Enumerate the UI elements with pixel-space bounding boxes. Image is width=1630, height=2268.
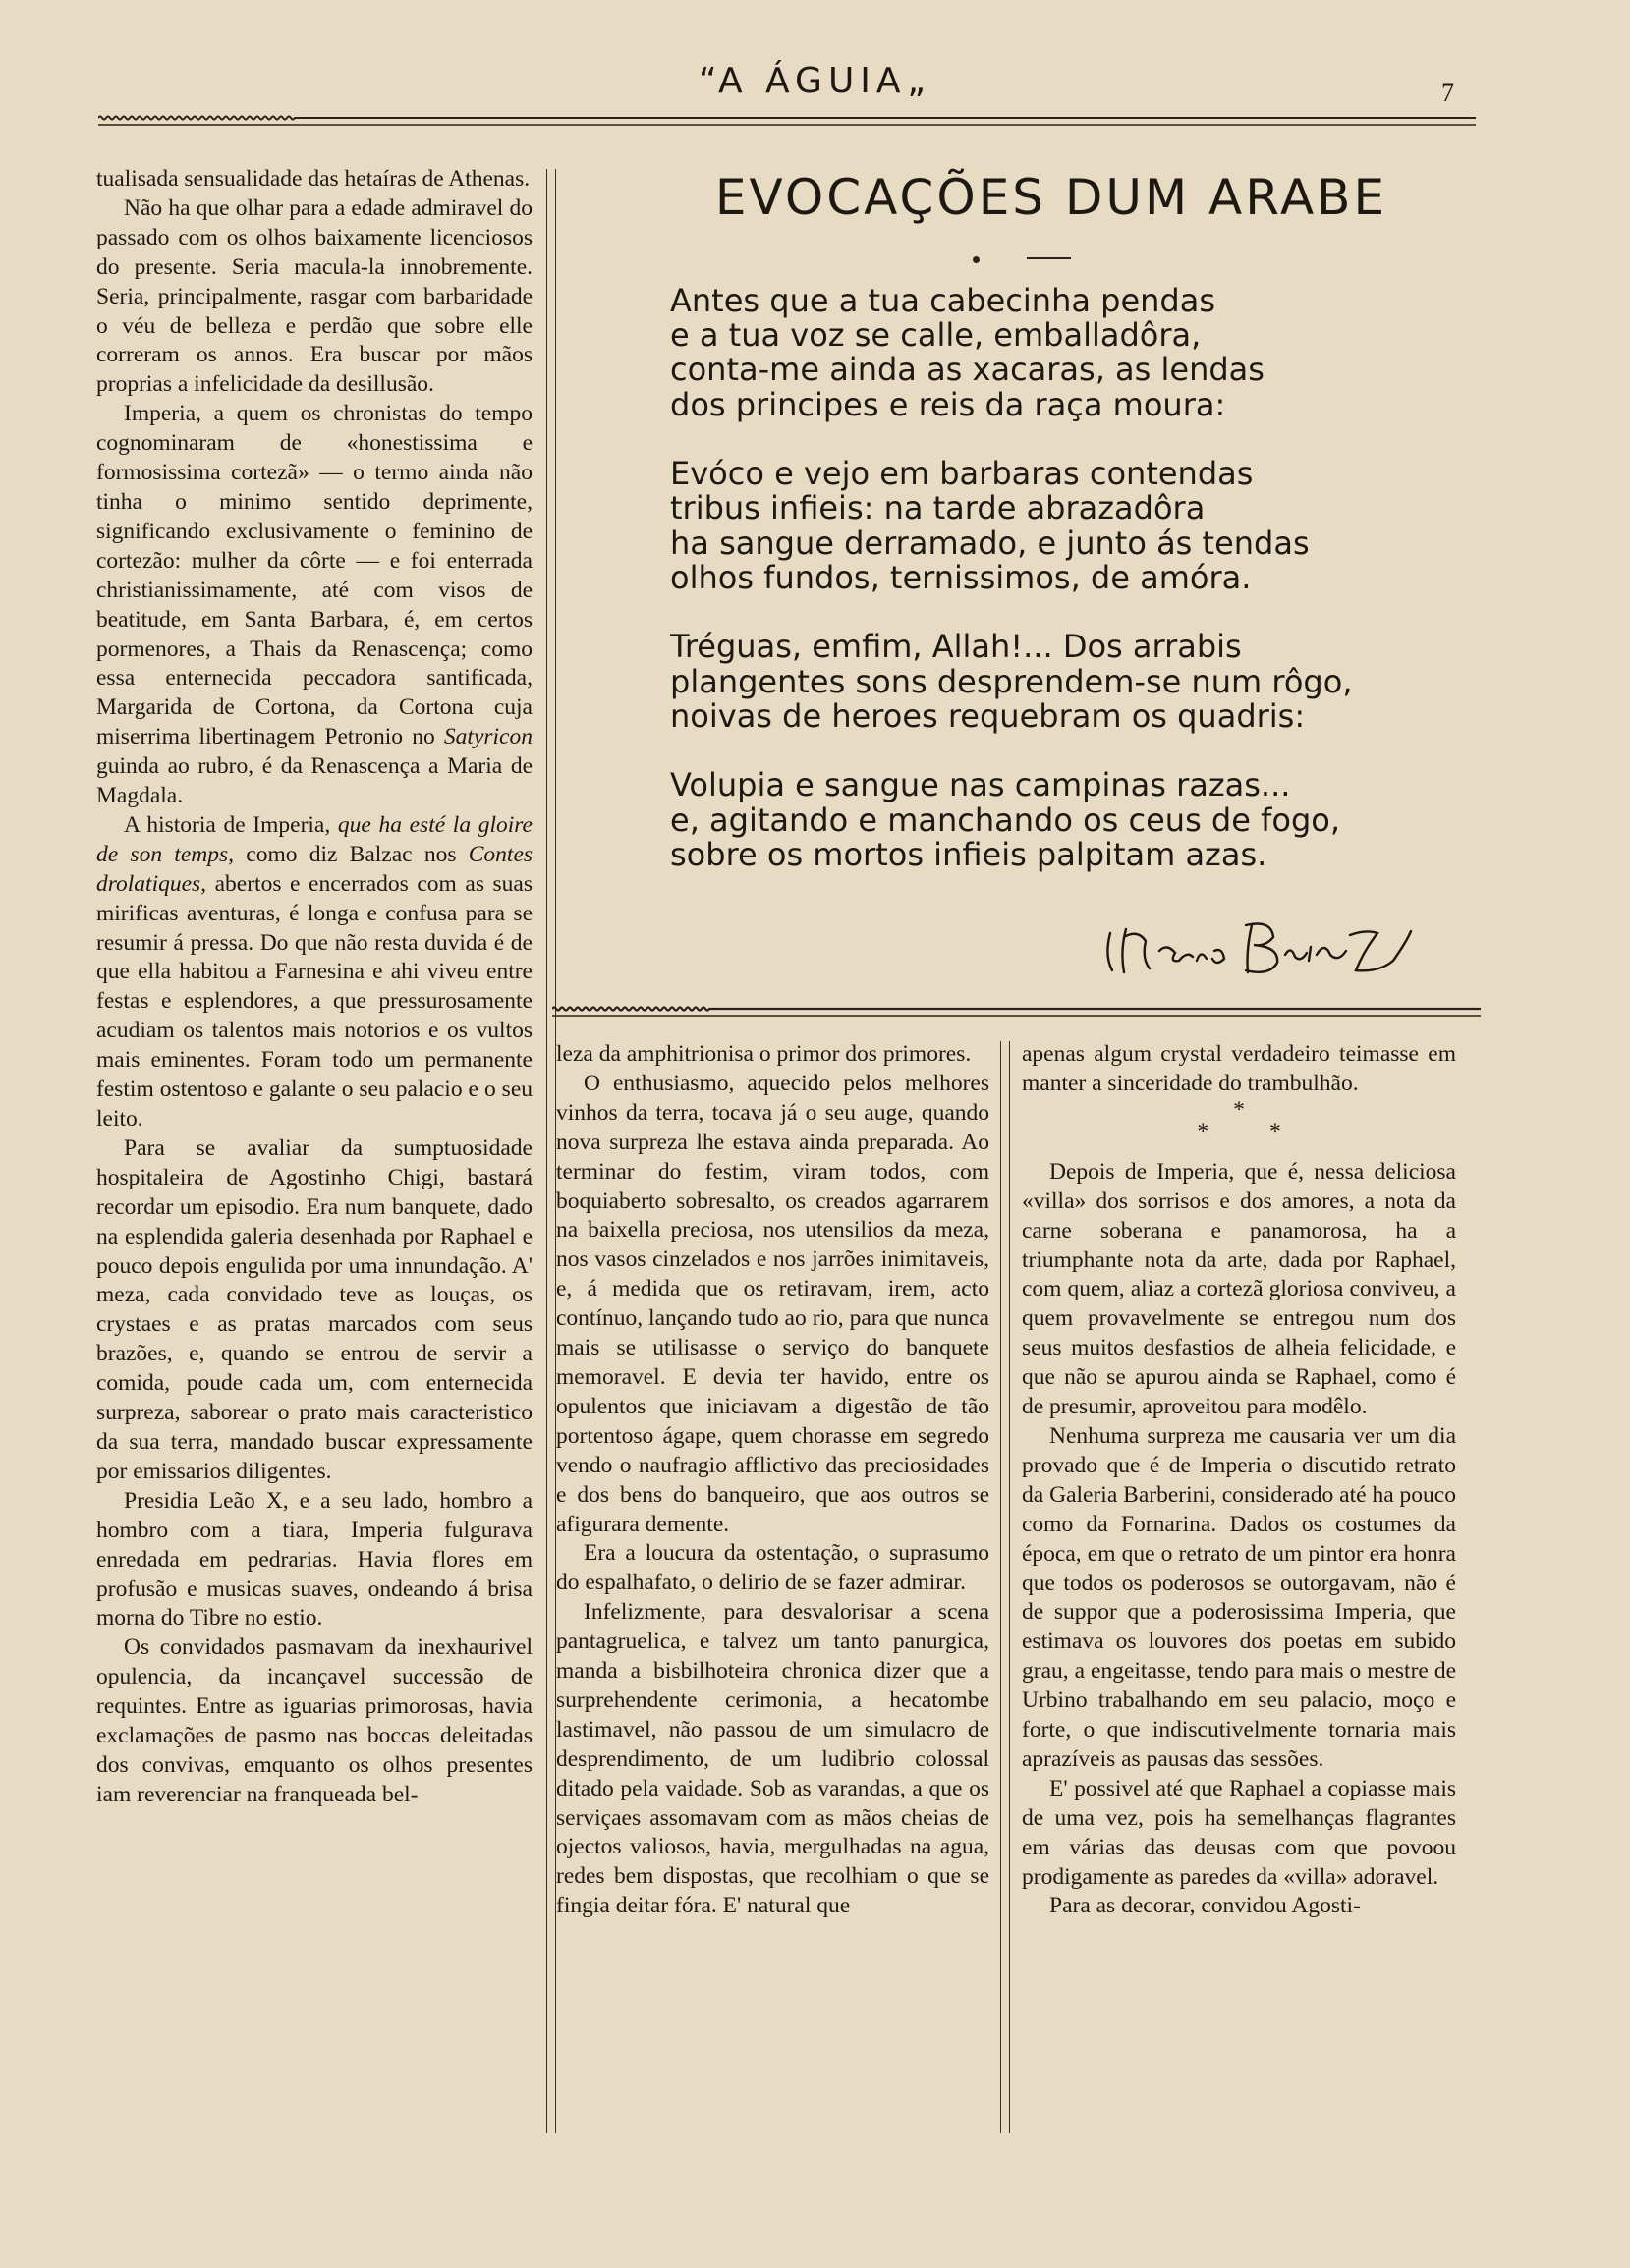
title-ornament-dot [973,256,980,263]
paragraph: leza da amphitrionisa o primor dos primores. [556,1041,972,1067]
poem-line: e, agitando e manchando os ceus de fogo, [670,801,1340,839]
poem-line: ha sangue derramado, e junto ás tendas [670,524,1310,562]
column-3 [1022,1040,1456,1921]
column-1 [96,165,533,1810]
handwritten-signature [1098,912,1423,980]
poem-line: e a tua voz se calle, emballadôra, [670,316,1202,355]
poem-line: Tréguas, emfim, Allah!... Dos arrabis [670,628,1242,666]
quotation: que ha esté la gloire de son temps, [96,811,533,867]
paragraph: Para se avaliar da sumptuosidade hospitaleira de Agostinho Chigi, bastará recordar um episodio. Era num banquete, dado na esplendida galeria desenhada por Raphael e pouco depois engulida por uma innundação. A' meza, cada convidado teve as louças, os crystaes e as pratas marcados com seus brazões, e, quando se entrou de servir a comida, poude cada um, com enternecida surpreza, saborear o prato mais caracteristico da sua terra, mandado buscar expressamente por emissarios diligentes. [96,1134,533,1484]
paragraph: A historia de Imperia, que ha esté la gloire de son temps, como diz Balzac nos Contes drolatiques, abertos e encerrados com as suas mirificas aventuras, é longa e confusa para se resumir á pressa. Do que não resta duvida é de que ella habitou a Farnesina e ahi viveu entre festas e esplendores, a que pressurosamente acudiam os talentos mais notorios e os vultos mais eminentes. Foram todo um permanente festim ostentoso e galante o seu palacio e o seu leito. [96,811,534,1132]
stanza [670,284,1377,422]
paragraph: Imperia, a quem os chronistas do tempo cognominaram de «honestissima e formosissima cortezã» — o termo ainda não tinha o minimo sentido deprimente, significando exclusivamente o feminino de cortezão: mulher da côrte — e foi enterrada christianissimamente, até com visos de beatitude, em Santa Barbara, é, em certos pormenores, a Thais da Renascença; como essa enternecida peccadora santificada, Margarida de Cortona, da Cortona cuja miserrima libertinagem Petronio no Satyricon guinda ao rubro, é da Renascença a Maria de Magdala. [96,401,533,809]
paragraph: apenas algum crystal verdadeiro teimasse em manter a sinceridade do trambulhão. [1022,1041,1456,1096]
magazine-title: “A ÁGUIA„ [698,61,932,101]
column-rule-left [546,169,556,2133]
stanza [670,457,1377,595]
paragraph: Infelizmente, para desvalorisar a scena pantagruelica, e talvez um tanto panurgica, manda a bisbilhoteira chronica dizer que a surprehendente cerimonia, a hecatombe lastimavel, não passou de um simulacro de desprendimento, de um ludibrio colossal ditado pela vaidade. Sob as varandas, a que os serviçaes assomavam com as mãos cheias de ojectos valiosos, havia, mergulhadas na agua, redes bem dispostas, que recolhiam o que se fingia deitar fóra. E' natural que [556,1599,989,1919]
paragraph: Era a loucura da ostentação, o suprasumo do espalhafato, o delirio de se fazer admirar. [556,1540,989,1596]
paragraph: Presidia Leão X, e a seu lado, hombro a hombro com a tiara, Imperia fulgurava enredada em pedrarias. Havia flores em profusão e musicas suaves, ondeando á brisa morna do Tibre no estio. [96,1487,533,1632]
poem-line: olhos fundos, ternissimos, de amóra. [670,558,1252,596]
paragraph: tualisada sensualidade das hetaíras de Athenas. [96,166,531,192]
paragraph: Depois de Imperia, que é, nessa deliciosa «villa» dos sorrisos e dos amores, a nota da carne soberana e panamorosa, ha a triumphante nota da arte, dada por Raphael, com quem, aliaz a cortezã gloriosa conviveu, a quem provavelmente se entregou num dos seus muitos desfastios de alheia felicidade, e que não se apurou ainda se Raphael, como é de presumir, aproveitou para modêlo. [1022,1158,1456,1420]
book-title: Contes drolatiques, [96,841,534,897]
poem-line: Antes que a tua cabecinha pendas [670,282,1215,319]
paragraph: Não ha que olhar para a edade admiravel do passado com os olhos baixamente licenciosos do presente. Seria macula-la innobremente. Seria, principalmente, rasgar com barbaridade o véu de belleza e perdão que sobre elle correram os annos. Era buscar por mãos proprias a infelicidade da desillusão. [96,194,533,398]
paragraph: E' possivel até que Raphael a copiasse mais de uma vez, pois ha semelhanças flagrantes em várias das deusas com que povoou prodigamente as paredes da «villa» adoravel. [1022,1775,1456,1890]
book-title: Satyricon [443,724,533,750]
section-wavy-rule [552,997,1481,1036]
paragraph: Nenhuma surpreza me causaria ver um dia provado que é de Imperia o discutido retrato da Galeria Barberini, considerado até ha pouco como da Fornarina. Dados os costumes da época, em que o retrato de um pintor era honra que todos os poderosos se outorgavam, não é de suppor que a poderosissima Imperia, que estimava os louvores dos poetas em subido grau, a engeitasse, tendo para mais o mestre de Urbino trabalhando em seu palacio, moço e forte, o que indiscutivelmente tornaria mais aprazíveis as pausas das sessões. [1022,1422,1456,1772]
paragraph: Os convidados pasmavam da inexhaurivel opulencia, da incançavel successão de requintes. Entre as iguarias primorosas, havia exclamações de pasmo nas boccas deleitadas dos convivas, emquanto os olhos presentes iam reverenciar na franqueada bel- [96,1634,533,1807]
poem-line: tribus infieis: na tarde abrazadôra [670,489,1206,527]
poem-line: conta-me ainda as xacaras, as lendas [670,351,1265,389]
section-break-asterisks: * * * [1197,1096,1309,1144]
poem-line: noivas de heroes requebram os quadris: [670,696,1306,735]
stanza [670,768,1377,872]
page-number: 7 [1441,79,1454,107]
column-2 [556,1040,989,1921]
poem-line: plangentes sons desprendem-se num rôgo, [670,662,1353,700]
stanza [670,630,1377,734]
poem-title: EVOCAÇÕES DUM ARABE [714,169,1388,226]
poem-line: Evóco e vejo em barbaras contendas [670,455,1254,493]
header-wavy-rule [98,105,1476,144]
poem-line: Volupia e sangue nas campinas razas... [670,766,1291,804]
poem-line: dos principes e reis da raça moura: [670,385,1226,423]
poem [670,284,1377,907]
paragraph: Para as decorar, convidou Agosti- [1049,1893,1361,1919]
column-rule-right [1000,1041,1010,2133]
paragraph: O enthusiasmo, aquecido pelos melhores vinhos da terra, tocava já o seu auge, quando nova surpreza lhe estava ainda preparada. Ao terminar do festim, viram todos, com boquiaberto sobresalto, os creados agarrarem na baixella preciosa, nos utensilios da meza, nos vasos cinzelados e nos jarrões inimitaveis, e, á medida que os retiravam, irem, acto contínuo, lançando tudo ao rio, para que nunca mais se utilisasse o serviço do banquete memoravel. E devia ter havido, entre os opulentos que iniciavam a digestão de tão portentoso ágape, quem chorasse em segredo vendo o naufragio afflictivo das preciosidades e dos bens do banqueiro, que aos outros se afigurara demente. [556,1070,989,1537]
poem-line: sobre os mortos infieis palpitam azas. [670,835,1267,873]
title-ornament-rule [1027,257,1071,259]
